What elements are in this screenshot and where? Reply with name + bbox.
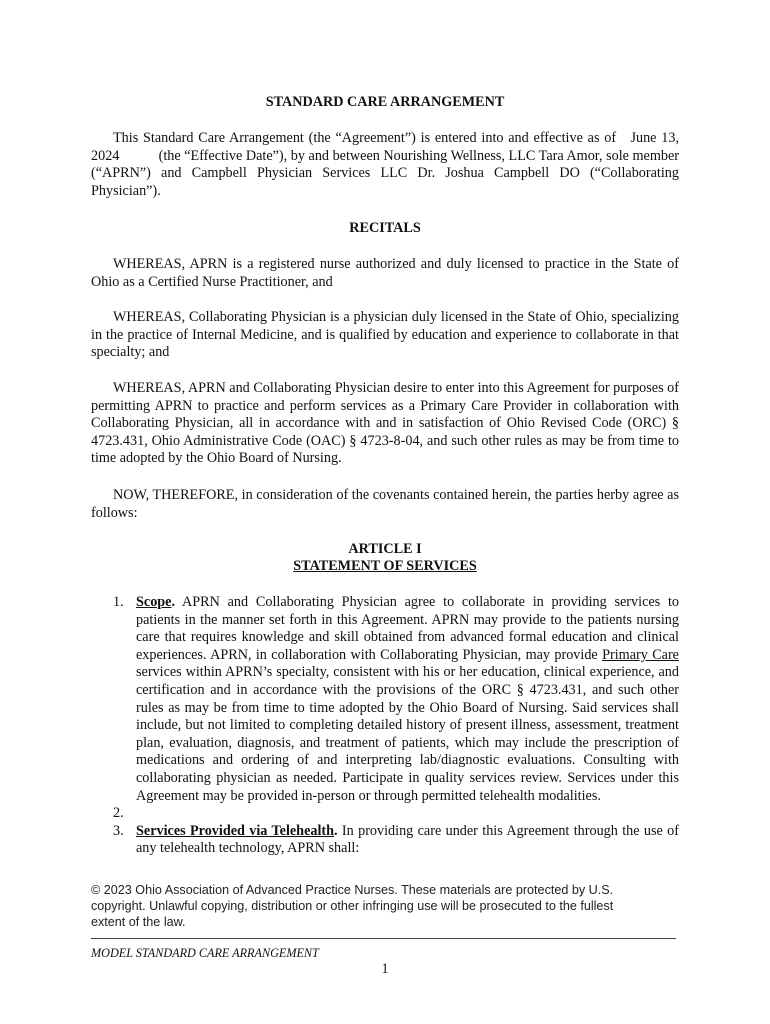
list-item-number: 2. [113, 805, 124, 822]
whereas-paragraph-1: WHEREAS, APRN is a registered nurse authorized and duly licensed to practice in the State of Ohio as a Certified Nurse Practitioner, and [91, 256, 679, 290]
list-item-number: 1. [113, 594, 124, 610]
heading-punct: . [334, 822, 338, 839]
services-list [91, 594, 679, 858]
copyright-notice: © 2023 Ohio Association of Advanced Practice Nurses. These materials are protected by U.S. copyright. Unlawful copying, distribution or other infringing use will be prosecuted to the fullest extent of the law. [91, 883, 614, 929]
scope-text-part-1: APRN and Collaborating Physician agree to collaborate in providing services to patients in the manner set forth in this Agreement. APRN may provide to the patients nursing care that requires knowledge and skill obtained from advanced formal education and clinical experiences. APRN, in collaboration with Collaborating Physician, may provide [136, 594, 679, 663]
list-item-number: 3. [113, 822, 124, 839]
telehealth-text: In providing care under this Agreement through the use of any telehealth technology, APRN shall: [136, 822, 679, 857]
article-subheading: STATEMENT OF SERVICES [293, 558, 477, 574]
recitals-heading: RECITALS [349, 220, 421, 236]
heading-punct: . [171, 594, 176, 610]
list-item-empty [91, 805, 679, 823]
primary-care-term: Primary Care [602, 646, 679, 663]
page-number: 1 [381, 961, 389, 977]
intro-paragraph: This Standard Care Arrangement (the “Agreement”) is entered into and effective as of June 13, 2024 (the “Effective Date”), by and between Nourishing Wellness, LLC Tara Amor, sole member (“APRN”) and Campbell Physician Services LLC Dr. Joshua Campbell DO (“Collaborating Physician”). [91, 130, 679, 199]
section-heading-scope: Scope [136, 594, 172, 610]
scope-text-part-2: services within APRN’s specialty, consistent with his or her education, clinical experience, and certification and in accordance with the provisions of the ORC § 4723.431, and such other rules as may be from time to time adopted by the Ohio Board of Nursing. Said services shall include, but not limited to completing detailed history of present illness, assessment, treatment plan, evaluation, diagnosis, and treatment of patients, which may include the prescription of medications and ordering of and interpreting lab/diagnostic evaluations. Consulting with collaborating physician as needed. Participate in quality services review. Services under this Agreement may be provided in-person or through permitted telehealth modalities. [136, 664, 679, 804]
whereas-paragraph-2: WHEREAS, Collaborating Physician is a physician duly licensed in the State of Ohio, specializing in the practice of Internal Medicine, and is qualified by education and experience to collaborate in that specialty; and [91, 309, 679, 361]
document-title: STANDARD CARE ARRANGEMENT [265, 94, 505, 110]
article-heading: ARTICLE I [348, 541, 422, 557]
footer-divider [91, 938, 676, 939]
now-therefore-paragraph: NOW, THEREFORE, in consideration of the covenants contained herein, the parties herby agree as follows: [91, 487, 679, 521]
section-heading-telehealth: Services Provided via Telehealth [136, 822, 335, 839]
footer-title: MODEL STANDARD CARE ARRANGEMENT [91, 946, 319, 960]
whereas-paragraph-3: WHEREAS, APRN and Collaborating Physician desire to enter into this Agreement for purposes of permitting APRN to practice and perform services as a Primary Care Provider in collaboration with Collaborating Physician, all in accordance with and in satisfaction of Ohio Revised Code (ORC) § 4723.431, Ohio Administrative Code (OAC) § 4723-8-04, and such other rules as may be from time to time adopted by the Ohio Board of Nursing. [91, 380, 679, 467]
list-item-telehealth [91, 823, 679, 858]
list-item-scope [91, 594, 679, 805]
